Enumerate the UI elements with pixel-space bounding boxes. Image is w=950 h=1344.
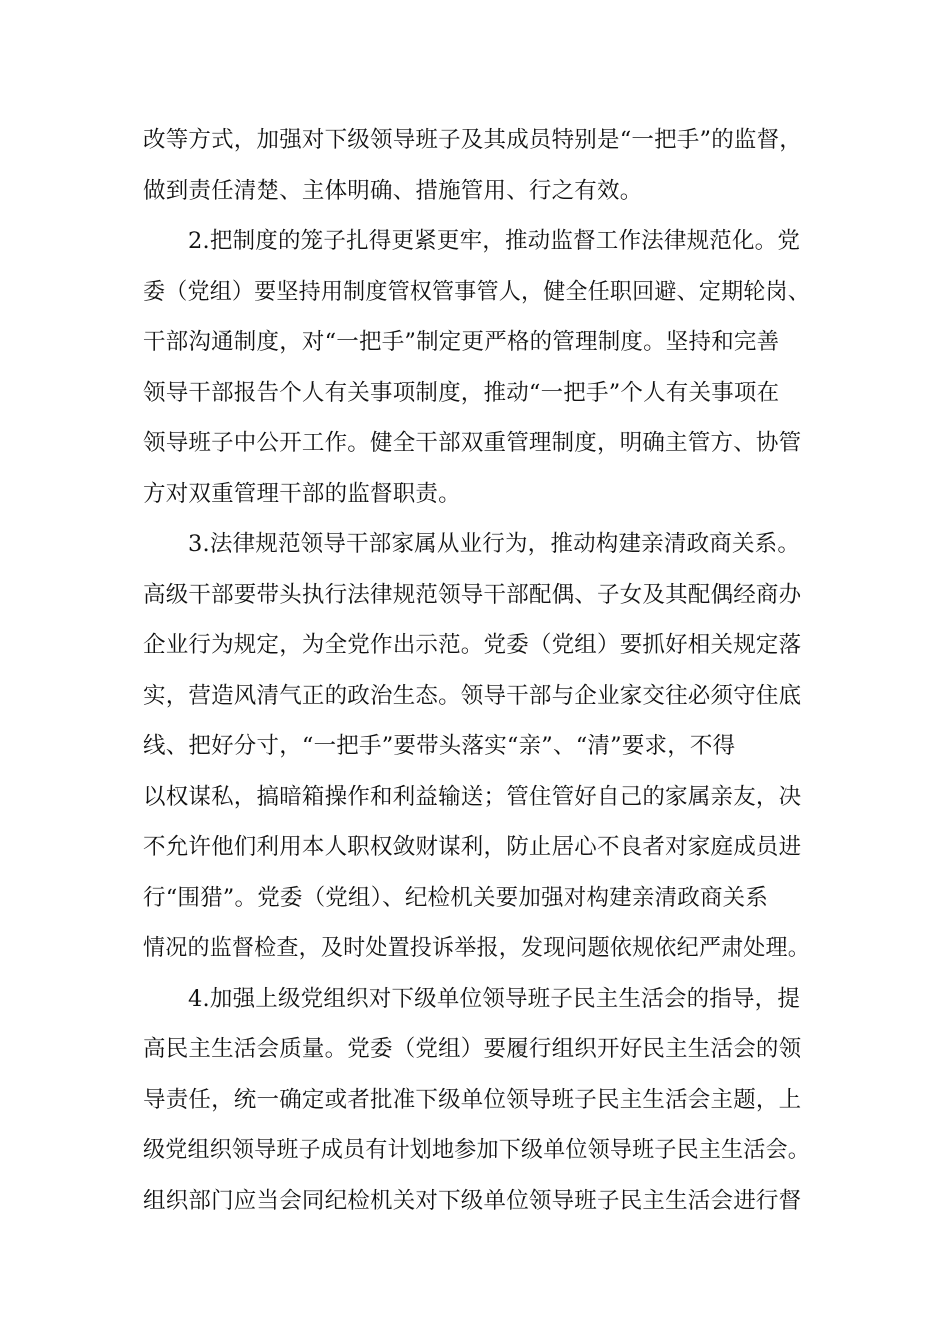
text-line: 方对双重管理干部的监督职责。 xyxy=(143,480,461,507)
text-line: 情况的监督检查，及时处置投诉举报，发现问题依规依纪严肃处理。 xyxy=(143,935,811,961)
text-line: 高民主生活会质量。党委（党组）要履行组织开好民主生活会的领 xyxy=(143,1036,802,1062)
text-line: 做到责任清楚、主体明确、措施管用、行之有效。 xyxy=(143,177,643,204)
text-line: 企业行为规定，为全党作出示范。党委（党组）要抓好相关规定落 xyxy=(143,632,802,658)
text-line: 导责任，统一确定或者批准下级单位领导班子民主生活会主题，上 xyxy=(143,1086,802,1113)
text-line: 不允许他们利用本人职权敛财谋利，防止居心不良者对家庭成员进 xyxy=(143,834,802,860)
paragraph-4-first-line: 4.加强上级党组织对下级单位领导班子民主生活会的指导，提 xyxy=(188,985,801,1012)
text-line: 行“围猎”。党委（党组）、纪检机关要加强对构建亲清政商关系 xyxy=(143,884,769,911)
text-line: 线、把好分寸，“一把手”要带头落实“亲”、“清”要求，不得 xyxy=(143,733,736,759)
text-line: 高级干部要带头执行法律规范领导干部配偶、子女及其配偶经商办 xyxy=(143,581,802,608)
text-line: 组织部门应当会同纪检机关对下级单位领导班子民主生活会进行督 xyxy=(143,1187,802,1214)
text-line: 委（党组）要坚持用制度管权管事管人，健全任职回避、定期轮岗、 xyxy=(143,278,811,305)
text-line: 领导班子中公开工作。健全干部双重管理制度，明确主管方、协管 xyxy=(143,430,802,456)
paragraph-2-first-line: 2.把制度的笼子扎得更紧更牢，推动监督工作法律规范化。党 xyxy=(188,228,801,254)
text-line: 实，营造风清气正的政治生态。领导干部与企业家交往必须守住底 xyxy=(143,682,802,709)
text-line: 改等方式，加强对下级领导班子及其成员特别是“一把手”的监督， xyxy=(143,127,803,153)
text-line: 领导干部报告个人有关事项制度，推动“一把手”个人有关事项在 xyxy=(143,379,780,406)
text-line: 以权谋私，搞暗箱操作和利益输送；管住管好自己的家属亲友，决 xyxy=(143,783,802,810)
paragraph-3-first-line: 3.法律规范领导干部家属从业行为，推动构建亲清政商关系。 xyxy=(188,531,801,557)
text-line: 级党组织领导班子成员有计划地参加下级单位领导班子民主生活会。 xyxy=(143,1137,811,1163)
text-line: 干部沟通制度，对“一把手”制定更严格的管理制度。坚持和完善 xyxy=(143,329,780,355)
